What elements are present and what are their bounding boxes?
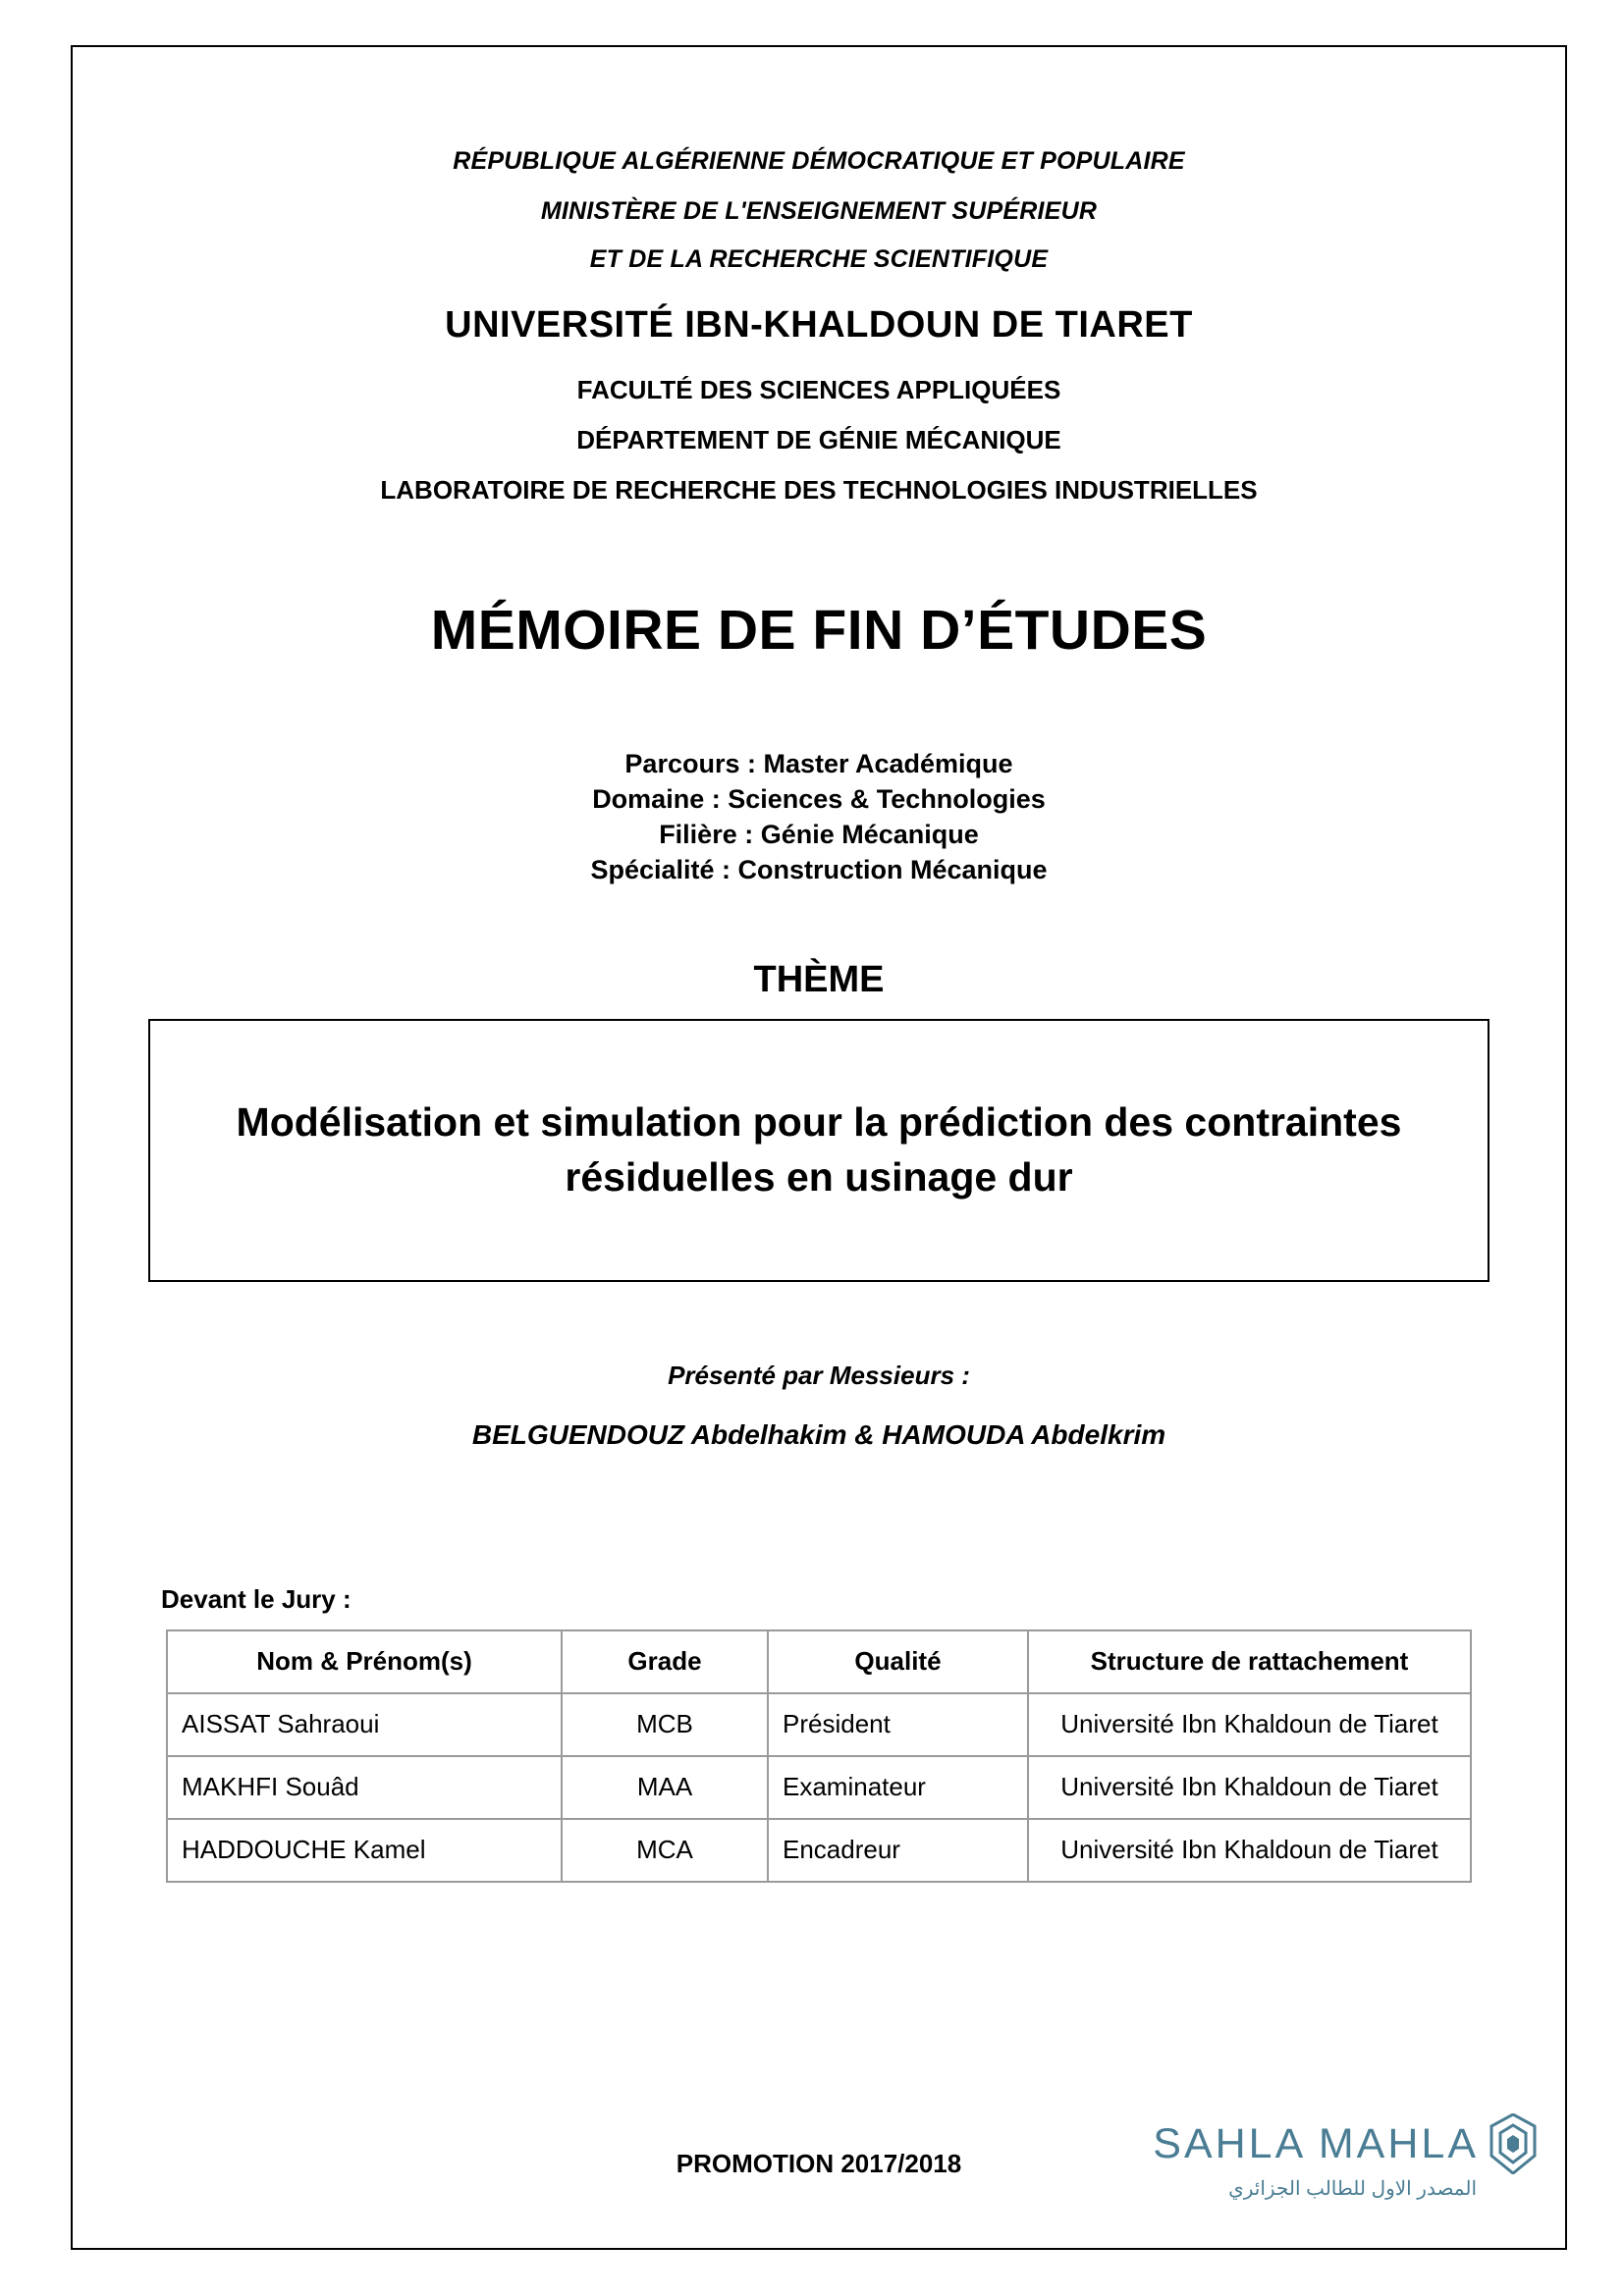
watermark-row xyxy=(1106,2113,1538,2174)
sahla-mahla-logo-icon xyxy=(1489,2113,1538,2174)
table-row xyxy=(167,1693,1471,1756)
department-name: DÉPARTEMENT DE GÉNIE MÉCANIQUE xyxy=(576,425,1061,454)
header-line-ministry: MINISTÈRE DE L'ENSEIGNEMENT SUPÉRIEUR xyxy=(540,197,1098,225)
cell-structure: Université Ibn Khaldoun de Tiaret xyxy=(1028,1756,1471,1819)
laboratory-name: LABORATOIRE DE RECHERCHE DES TECHNOLOGIES INDUSTRIELLES xyxy=(380,475,1258,505)
cell-nom: AISSAT Sahraoui xyxy=(167,1693,562,1756)
jury-table xyxy=(166,1629,1472,1883)
cell-qualite: Président xyxy=(768,1693,1028,1756)
program-domaine: Domaine : Sciences & Technologies xyxy=(592,783,1046,814)
theme-title: Modélisation et simulation pour la prédiction des contraintes résiduelles en usinage dur xyxy=(236,1099,1402,1200)
page-content xyxy=(73,47,1565,2248)
cell-qualite: Encadreur xyxy=(768,1819,1028,1882)
faculty-name: FACULTÉ DES SCIENCES APPLIQUÉES xyxy=(576,375,1061,404)
column-header-grade: Grade xyxy=(562,1630,768,1693)
cell-grade: MCB xyxy=(562,1693,768,1756)
cell-nom: HADDOUCHE Kamel xyxy=(167,1819,562,1882)
column-header-structure: Structure de rattachement xyxy=(1028,1630,1471,1693)
cell-structure: Université Ibn Khaldoun de Tiaret xyxy=(1028,1693,1471,1756)
watermark-text: SAHLA MAHLA xyxy=(1153,2119,1479,2167)
column-header-nom: Nom & Prénom(s) xyxy=(167,1630,562,1693)
table-row xyxy=(167,1756,1471,1819)
document-page xyxy=(71,45,1567,2250)
table-header-row xyxy=(167,1630,1471,1693)
cell-grade: MCA xyxy=(562,1819,768,1882)
column-header-qualite: Qualité xyxy=(768,1630,1028,1693)
theme-label: THÈME xyxy=(753,958,885,1000)
table-row xyxy=(167,1819,1471,1882)
document-type-title: MÉMOIRE DE FIN D’ÉTUDES xyxy=(430,599,1208,662)
program-specialite: Spécialité : Construction Mécanique xyxy=(590,854,1048,884)
program-filiere: Filière : Génie Mécanique xyxy=(659,819,979,849)
program-parcours: Parcours : Master Académique xyxy=(624,749,1013,778)
watermark-subtitle: المصدر الاول للطالب الجزائري xyxy=(1228,2178,1477,2200)
cell-nom: MAKHFI Souâd xyxy=(167,1756,562,1819)
jury-label: Devant le Jury : xyxy=(161,1583,352,1614)
promotion-year: PROMOTION 2017/2018 xyxy=(676,2149,962,2178)
cell-structure: Université Ibn Khaldoun de Tiaret xyxy=(1028,1819,1471,1882)
header-line-republic: RÉPUBLIQUE ALGÉRIENNE DÉMOCRATIQUE ET POPULAIRE xyxy=(453,147,1185,175)
header-line-research: ET DE LA RECHERCHE SCIENTIFIQUE xyxy=(589,245,1049,273)
watermark xyxy=(1106,2113,1538,2201)
presented-by-label: Présenté par Messieurs : xyxy=(668,1360,970,1390)
university-name: UNIVERSITÉ IBN-KHALDOUN DE TIARET xyxy=(445,304,1193,346)
program-info xyxy=(73,747,1565,888)
cell-grade: MAA xyxy=(562,1756,768,1819)
cell-qualite: Examinateur xyxy=(768,1756,1028,1819)
authors-names: BELGUENDOUZ Abdelhakim & HAMOUDA Abdelkrim xyxy=(471,1418,1166,1450)
theme-box xyxy=(148,1019,1489,1282)
